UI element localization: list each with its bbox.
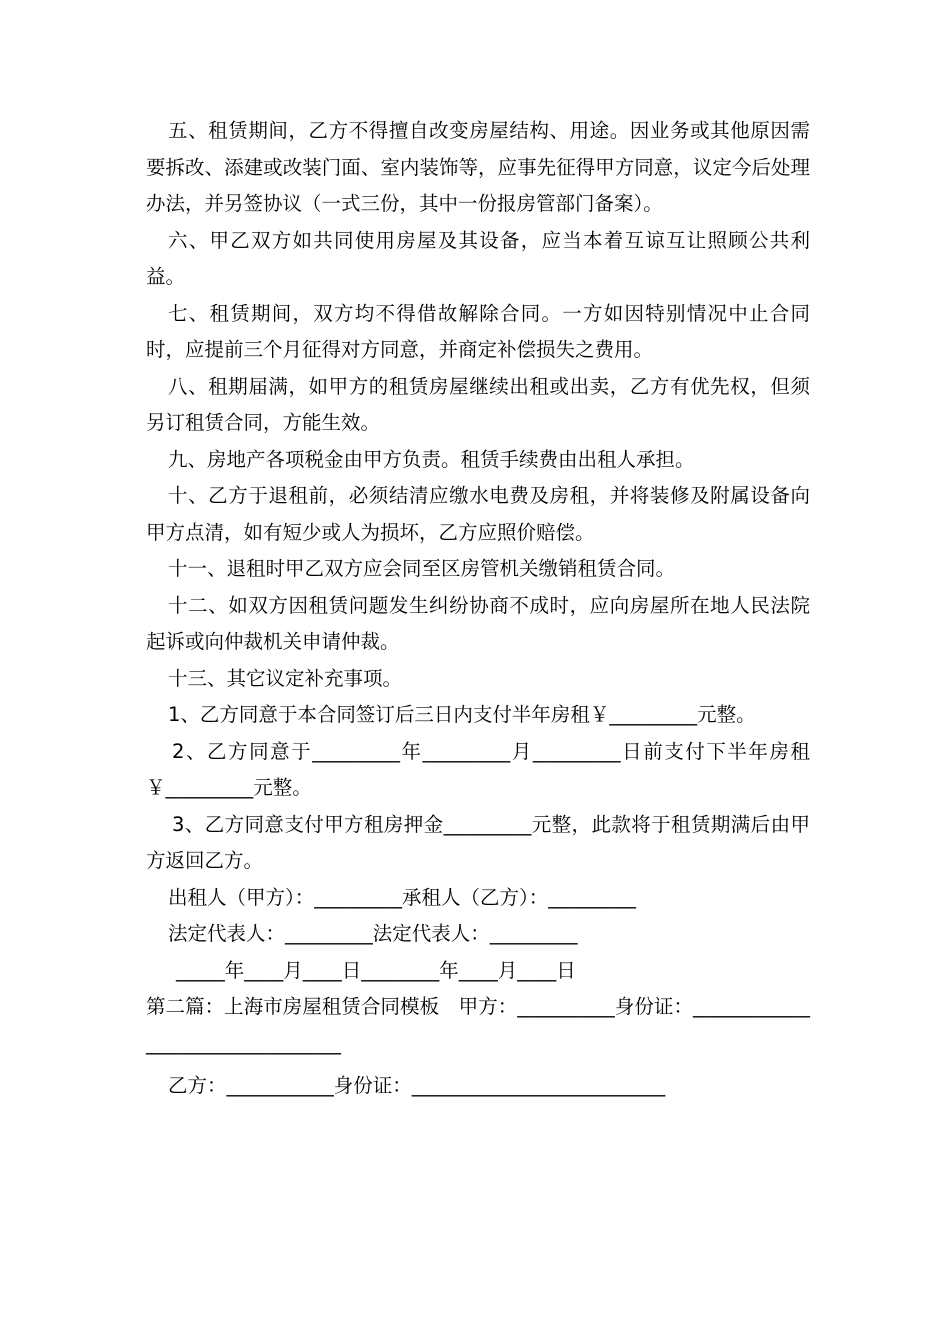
second-contract-party-a: 第二篇：上海市房屋租赁合同模板 甲方：__________身份证：________________________________ (146, 995, 810, 1055)
clause-8: 八、租期届满，如甲方的租赁房屋继续出租或出卖，乙方有优先权，但须另订租赁合同，方能生效。 (146, 374, 810, 434)
clause-5: 五、租赁期间，乙方不得擅自改变房屋结构、用途。因业务或其他原因需要拆改、添建或改装门面、室内装饰等，应事先征得甲方同意，议定今后处理办法，并另签协议（一式三份，其中一份报房管部门备案）。 (146, 119, 810, 215)
supplement-3: 3、乙方同意支付甲方租房押金_________元整，此款将于租赁期满后由甲方返回乙方。 (146, 812, 810, 872)
clause-6: 六、甲乙双方如共同使用房屋及其设备，应当本着互谅互让照顾公共利益。 (146, 228, 810, 288)
signature-dates: _____年____月____日________年____月____日 (176, 958, 576, 982)
signature-representatives: 法定代表人：_________法定代表人：_________ (168, 922, 578, 945)
document-body (146, 113, 810, 1105)
supplement-1: 1、乙方同意于本合同签订后三日内支付半年房租￥_________元整。 (168, 703, 756, 726)
supplement-2: 2、乙方同意于_________年_________月_________日前支付下半年房租￥_________元整。 (146, 739, 810, 799)
signature-parties: 出租人（甲方）：_________承租人（乙方）：_________ (168, 885, 637, 909)
clause-10: 十、乙方于退租前，必须结清应缴水电费及房租，并将装修及附属设备向甲方点清，如有短少或人为损坏，乙方应照价赔偿。 (146, 484, 810, 544)
clause-9: 九、房地产各项税金由甲方负责。租赁手续费由出租人承担。 (168, 447, 695, 471)
clause-11: 十一、退租时甲乙双方应会同至区房管机关缴销租赁合同。 (168, 557, 676, 580)
clause-7: 七、租赁期间，双方均不得借故解除合同。一方如因特别情况中止合同时，应提前三个月征得对方同意，并商定补偿损失之费用。 (146, 301, 810, 361)
second-contract-party-b: 乙方：___________身份证：__________________________ (168, 1074, 666, 1097)
clause-12: 十二、如双方因租赁问题发生纠纷协商不成时，应向房屋所在地人民法院起诉或向仲裁机关申请仲裁。 (146, 593, 810, 653)
clause-13: 十三、其它议定补充事项。 (168, 666, 403, 690)
